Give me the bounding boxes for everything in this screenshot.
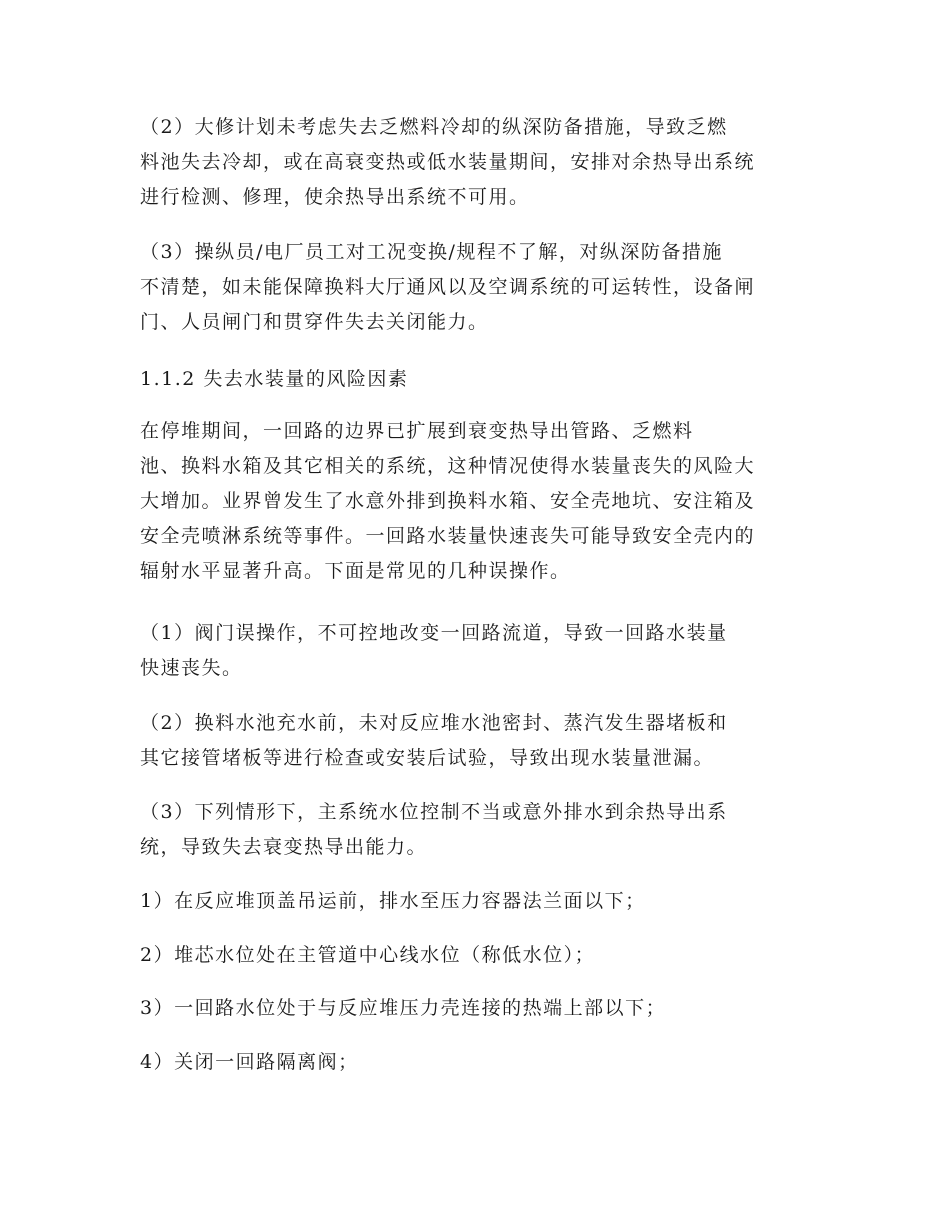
paragraph-valve-misoperation: （1）阀门误操作，不可控地改变一回路流道，导致一回路水装量 快速丧失。 [140, 622, 728, 679]
list-item-4: 4）关闭一回路隔离阀； [140, 1051, 359, 1073]
paragraph-level-control: （3）下列情形下，主系统水位控制不当或意外排水到余热导出系 统，导致失去衰变热导出能力。 [140, 801, 728, 858]
paragraph-refueling-plan: （2）大修计划未考虑失去乏燃料冷却的纵深防备措施，导致乏燃 料池失去冷却，或在高衰变热或低水装量期间，安排对余热导出系统 进行检测、修理，使余热导出系统不可用。 [140, 116, 756, 208]
section-heading: 1.1.2 失去水装量的风险因素 [140, 368, 409, 390]
list-item-3: 3）一回路水位处于与反应堆压力壳连接的热端上部以下； [140, 997, 667, 1019]
paragraph-operator-knowledge: （3）操纵员/电厂员工对工况变换/规程不了解，对纵深防备措施 不清楚，如未能保障换料大厅通风以及空调系统的可运转性，设备闸 门、人员闸门和贯穿件失去关闭能力。 [140, 241, 756, 333]
paragraph-inventory-risk: 在停堆期间，一回路的边界已扩展到衰变热导出管路、乏燃料 池、换料水箱及其它相关的系统，这种情况使得水装量丧失的风险大 大增加。业界曾发生了水意外排到换料水箱、安全壳地坑、安注箱及 安全壳喷淋系统等事件。一回路水装量快速丧失可能导致安全壳内的 辐射水平显著升高。下面是常见的几种误操作。 [140, 420, 756, 582]
paragraph-pool-fill: （2）换料水池充水前，未对反应堆水池密封、蒸汽发生器堵板和 其它接管堵板等进行检查或安装后试验，导致出现水装量泄漏。 [140, 712, 728, 769]
list-item-1: 1）在反应堆顶盖吊运前，排水至压力容器法兰面以下； [140, 890, 646, 912]
list-item-2: 2）堆芯水位处在主管道中心线水位（称低水位）； [140, 944, 596, 966]
